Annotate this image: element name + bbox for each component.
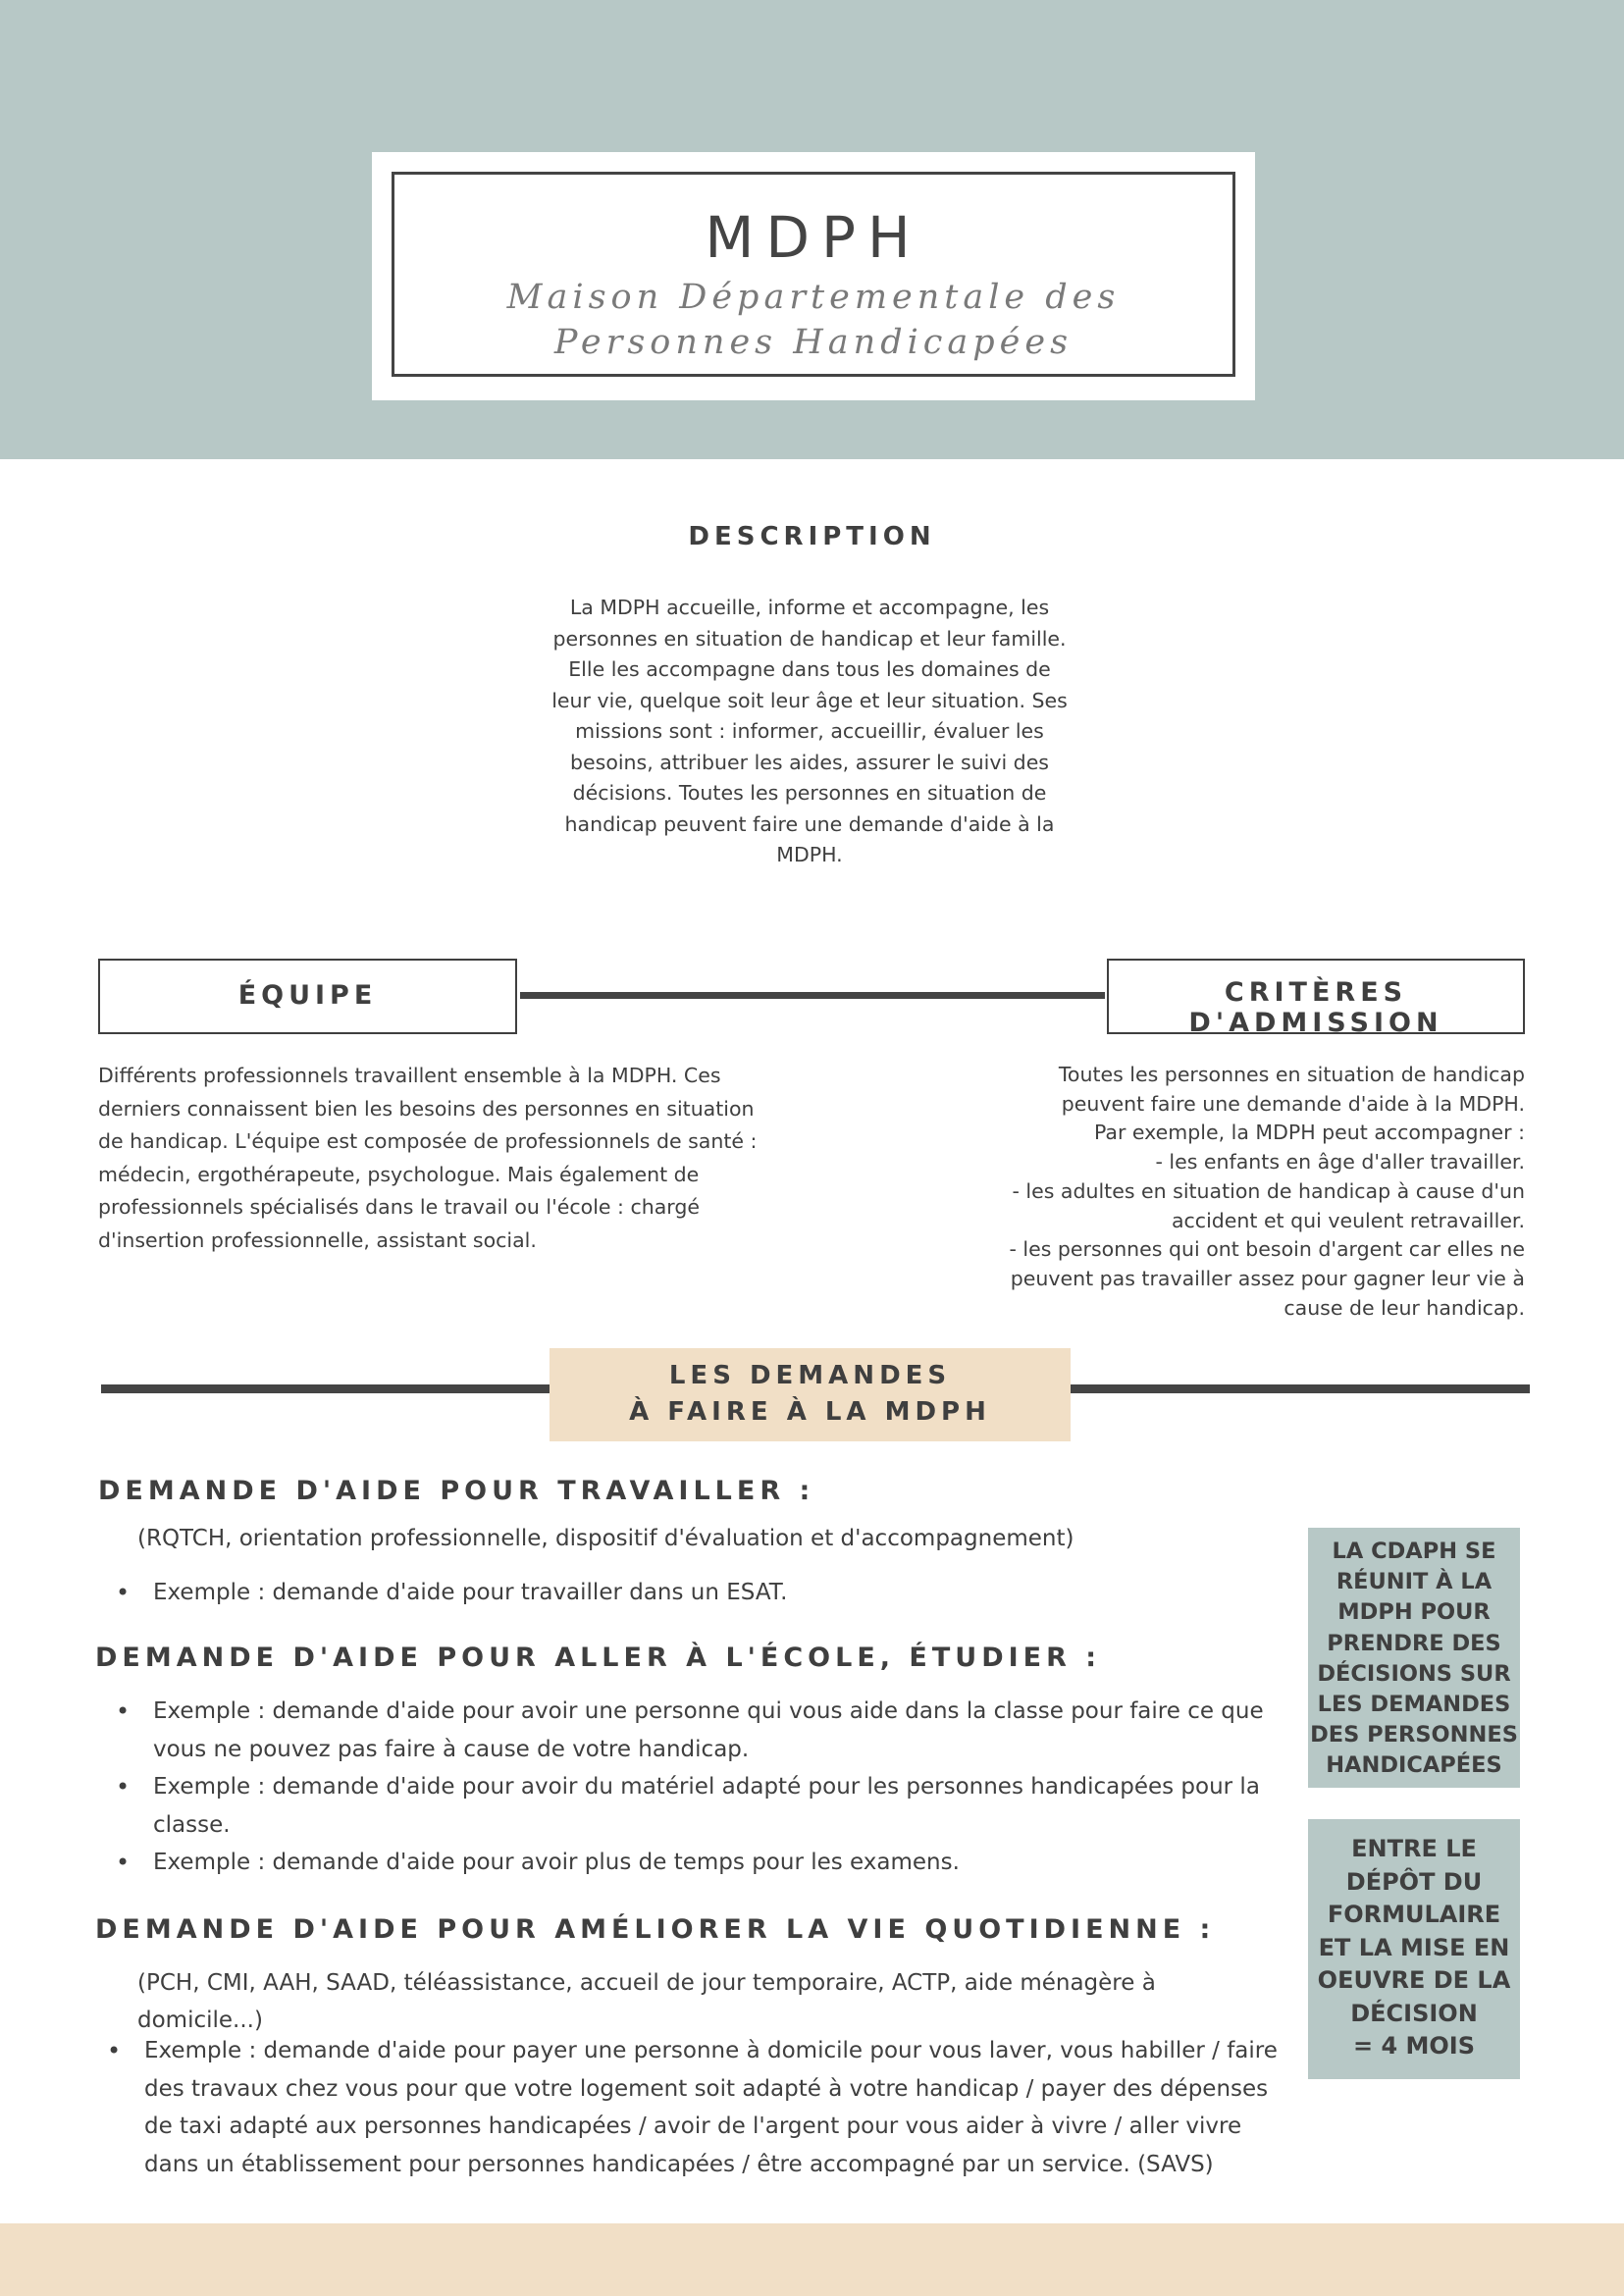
demandes-heading-line-2: À FAIRE À LA MDPH (629, 1397, 991, 1427)
quotidien-list (89, 2032, 1291, 2183)
divider-right (1071, 1384, 1530, 1393)
subtitle-line-2: Personnes Handicapées (553, 323, 1074, 362)
delai-info-value: = 4 MOIS (1352, 2032, 1476, 2060)
delai-info-text: ENTRE LE DÉPÔT DU FORMULAIRE ET LA MISE EN OEUVRE DE LA DÉCISION (1317, 1835, 1511, 2027)
list-item: • Exemple : demande d'aide pour avoir plus de temps pour les examens. (98, 1844, 1266, 1882)
delai-info-box (1308, 1819, 1520, 2079)
cdaph-info-text: LA CDAPH SE RÉUNIT À LA MDPH POUR PRENDRE DES DÉCISIONS SUR LES DEMANDES DES PERSONNES HANDICAPÉES (1310, 1539, 1518, 1779)
description-text: La MDPH accueille, informe et accompagne, les personnes en situation de handicap et leur famille. Elle les accompagne dans tous les domaines de leur vie, quelque soit leur âge et leur situation. Ses missions sont : informer, accueillir, évaluer les besoins, attribuer les aides, assurer le suivi des décisions. Toutes les personnes en situation de handicap peuvent faire une demande d'aide à la MDPH. (551, 596, 1068, 866)
ecole-heading: DEMANDE D'AIDE POUR ALLER À L'ÉCOLE, ÉTUDIER : (95, 1643, 1102, 1673)
ecole-list (98, 1693, 1266, 1882)
demandes-heading-line-1: LES DEMANDES (668, 1361, 952, 1390)
page-title: MDPH (705, 204, 922, 271)
cdaph-info-box (1308, 1528, 1520, 1788)
equipe-heading-box (98, 959, 517, 1034)
travailler-heading: DEMANDE D'AIDE POUR TRAVAILLER : (98, 1476, 815, 1506)
list-item: • Exemple : demande d'aide pour payer une personne à domicile pour vous laver, vous habiller / faire des travaux chez vous pour que votre logement soit adapté à votre handicap / payer des dépenses de taxi adapté aux personnes handicapées / avoir de l'argent pour vous aider à vivre / aller vivre dans un établissement pour personnes handicapées / être accompagné par un service. (SAVS) (89, 2032, 1291, 2183)
list-item: • Exemple : demande d'aide pour travailler dans un ESAT. (98, 1574, 1256, 1612)
page-subtitle (394, 275, 1232, 365)
quotidien-note: (PCH, CMI, AAH, SAAD, téléassistance, accueil de jour temporaire, ACTP, aide ménagère à domicile...) (137, 1970, 1156, 2033)
criteres-text: Toutes les personnes en situation de handicap peuvent faire une demande d'aide à la MDPH. Par exemple, la MDPH peut accompagner : - les enfants en âge d'aller travailler. - les adultes en situation de handicap à cause d'un accident et qui veulent retravailler. - les personnes qui ont besoin d'argent car elles ne peuvent pas travailler assez pour gagner leur vie à cause de leur handicap. (1009, 1063, 1525, 1320)
criteres-heading-box (1107, 959, 1525, 1038)
title-frame (392, 172, 1235, 377)
footer-band (0, 2223, 1624, 2296)
quotidien-heading: DEMANDE D'AIDE POUR AMÉLIORER LA VIE QUOTIDIENNE : (95, 1914, 1216, 1945)
criteres-heading: CRITÈRES D'ADMISSION (1188, 977, 1443, 1038)
travailler-note: (RQTCH, orientation professionnelle, dispositif d'évaluation et d'accompagnement) (137, 1526, 1074, 1551)
title-card (372, 152, 1255, 400)
list-item: • Exemple : demande d'aide pour avoir du matériel adapté pour les personnes handicapées pour la classe. (98, 1768, 1266, 1844)
section-connector-line (520, 992, 1105, 999)
travailler-list (98, 1574, 1256, 1612)
demandes-heading-box (550, 1348, 1071, 1441)
description-heading: DESCRIPTION (688, 522, 936, 551)
divider-left (101, 1384, 550, 1393)
equipe-text: Différents professionnels travaillent ensemble à la MDPH. Ces derniers connaissent bien les besoins des personnes en situation de handicap. L'équipe est composée de professionnels de santé : médecin, ergothérapeute, psychologue. Mais également de professionnels spécialisés dans le travail ou l'école : chargé d'insertion professionnelle, assistant social. (98, 1064, 758, 1252)
subtitle-line-1: Maison Départementale des (506, 278, 1121, 317)
list-item: • Exemple : demande d'aide pour avoir une personne qui vous aide dans la classe pour faire ce que vous ne pouvez pas faire à cause de votre handicap. (98, 1693, 1266, 1768)
equipe-heading: ÉQUIPE (237, 980, 378, 1011)
